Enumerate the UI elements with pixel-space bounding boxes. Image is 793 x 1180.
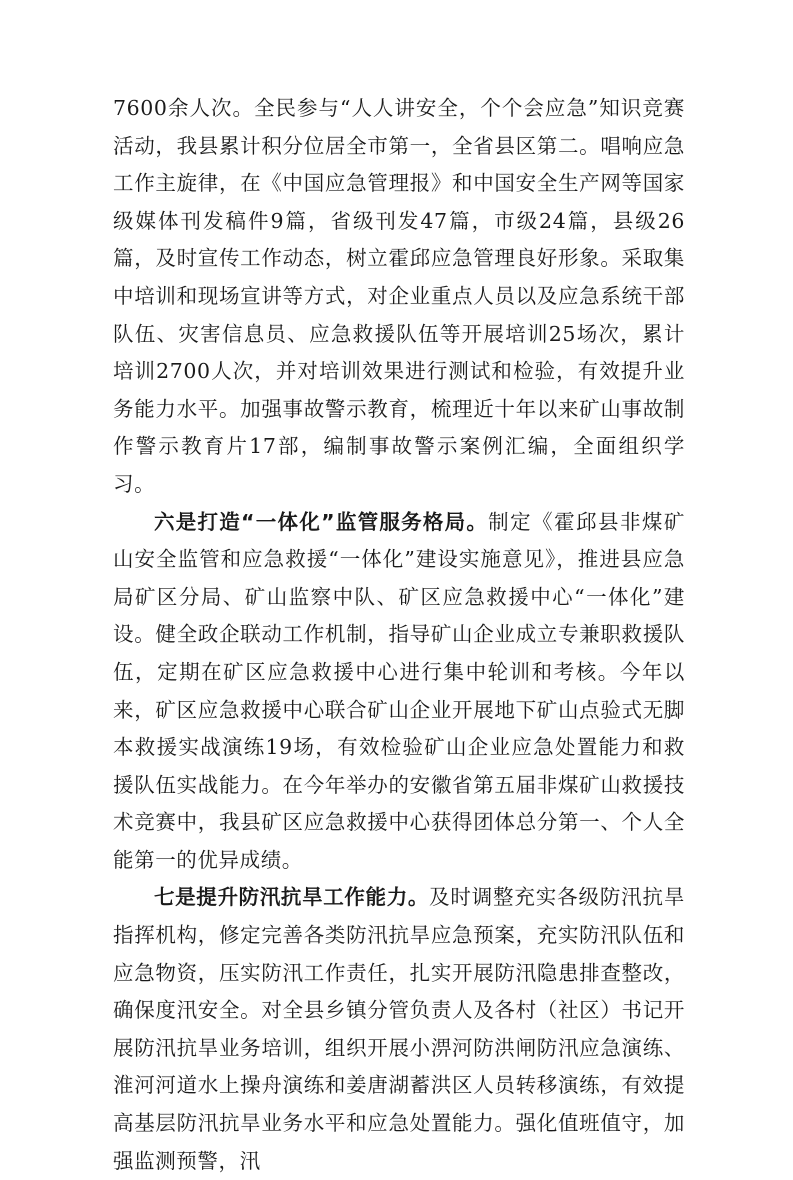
paragraph-body: 制定《霍邱县非煤矿山安全监管和应急救援“一体化”建设实施意见》，推进县应急局矿区分局、矿山监察中队、矿区应急救援中心“一体化”建设。健全政企联动工作机制，指导矿山企业成立专兼职救援队伍，定期在矿区应急救援中心进行集中轮训和考核。今年以来，矿区应急救援中心联合矿山企业开展地下矿山点验式无脚本救援实战演练19场，有效检验矿山企业应急处置能力和救援队伍实战能力。在今年举办的安徽省第五届非煤矿山救援技术竞赛中，我县矿区应急救援中心获得团体总分第一、个人全能第一的优异成绩。 (113, 509, 685, 872)
paragraph-flood-control (113, 879, 685, 1180)
paragraph-heading: 六是打造“一体化”监管服务格局。 (154, 509, 489, 534)
paragraph-body: 7600余人次。全民参与“人人讲安全，个个会应急”知识竞赛活动，我县累计积分位居全市第一，全省县区第二。唱响应急工作主旋律，在《中国应急管理报》和中国安全生产网等国家级媒体刊发稿件9篇，省级刊发47篇，市级24篇，县级26篇，及时宣传工作动态，树立霍邱应急管理良好形象。采取集中培训和现场宣讲等方式，对企业重点人员以及应急系统干部队伍、灾害信息员、应急救援队伍等开展培训25场次，累计培训2700人次，并对培训效果进行测试和检验，有效提升业务能力水平。加强事故警示教育，梳理近十年以来矿山事故制作警示教育片17部，编制事故警示案例汇编，全面组织学习。 (113, 96, 685, 496)
paragraph-continued (113, 90, 685, 504)
paragraph-heading: 七是提升防汛抗旱工作能力。 (154, 885, 429, 910)
document-page (113, 90, 685, 1180)
paragraph-integration (113, 504, 685, 880)
paragraph-body: 及时调整充实各级防汛抗旱指挥机构，修定完善各类防汛抗旱应急预案，充实防汛队伍和应急物资，压实防汛工作责任，扎实开展防汛隐患排查整改，确保度汛安全。对全县乡镇分管负责人及各村（社区）书记开展防汛抗旱业务培训，组织开展小淠河防洪闸防汛应急演练、淮河河道水上操舟演练和姜唐湖蓄洪区人员转移演练，有效提高基层防汛抗旱业务水平和应急处置能力。强化值班值守，加强监测预警，汛 (113, 885, 685, 1173)
